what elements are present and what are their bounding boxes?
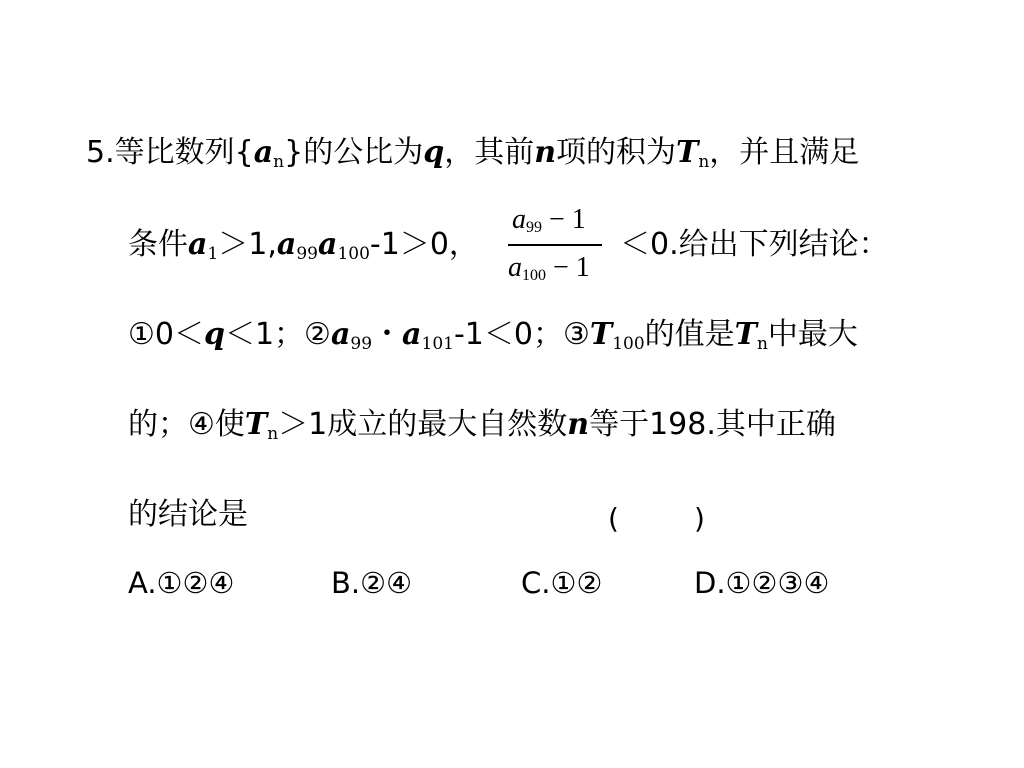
text: 项的积为 (556, 135, 677, 170)
text: ，并且满足 (709, 135, 860, 170)
answer-paren-open: ( (608, 502, 619, 535)
text: 等比数列{ (114, 135, 254, 170)
var-a101: $a_{101}$ (402, 317, 454, 354)
var-T100: $T_{100}$ (589, 317, 645, 354)
var-n: n (567, 407, 590, 442)
var-q: q (203, 317, 225, 352)
text: 的值是 (644, 317, 735, 352)
option-d[interactable]: D.①②③④ (694, 566, 830, 600)
var-a99: $a_{99}$ (276, 227, 318, 264)
var-a: $a_n$ (253, 135, 285, 172)
question-line-1 (86, 135, 860, 172)
subscript: n (756, 334, 768, 354)
text: 条件 (128, 227, 188, 262)
text: ＞1成立的最大自然数 (278, 407, 568, 442)
fraction-bar (508, 244, 602, 246)
subscript: 99 (526, 219, 542, 236)
question-number: 5. (86, 135, 115, 170)
var-q: q (423, 135, 445, 170)
var-n: n (534, 135, 557, 170)
subscript: 99 (350, 334, 373, 354)
option-c[interactable]: C.①② (521, 566, 603, 600)
text: ①0＜ (128, 317, 204, 352)
text: 的结论是 (128, 497, 248, 532)
var-a1: $a_1$ (188, 227, 219, 264)
subscript: 100 (337, 244, 370, 264)
text: 中最大 (767, 317, 858, 352)
question-line-2b (620, 227, 889, 262)
var-a100: $a_{100}$ (318, 227, 370, 264)
var-T: $T_n$ (676, 135, 710, 172)
subscript: n (267, 424, 279, 444)
text: ＞1, (218, 227, 277, 262)
fraction-numerator: $a_{99} - 1$ (512, 204, 586, 236)
var-Tn: $T_n$ (734, 317, 768, 354)
var-a99: $a_{99}$ (330, 317, 373, 354)
question-line-3 (128, 317, 858, 354)
text: }的公比为 (284, 135, 424, 170)
subscript: 100 (612, 334, 645, 354)
subscript: 1 (207, 244, 219, 264)
question-line-5 (128, 497, 248, 532)
subscript: n (698, 152, 710, 172)
text: -1＜0；③ (453, 317, 590, 352)
subscript: 100 (522, 267, 546, 284)
fraction-denominator: $a_{100} - 1$ (508, 252, 590, 284)
fraction (508, 204, 604, 288)
text: 的；④使 (128, 407, 245, 442)
var-Tn: $T_n$ (244, 407, 279, 444)
text: ＜0.给出下列结论： (620, 227, 889, 262)
option-b[interactable]: B.②④ (331, 566, 413, 600)
text: ・ (372, 317, 403, 352)
text: -1＞0， (369, 227, 479, 262)
question-line-2a (128, 227, 479, 264)
text: ，其前 (444, 135, 535, 170)
text: 等于198.其中正确 (589, 407, 836, 442)
answer-paren-close: ) (694, 502, 705, 535)
subscript: 99 (296, 244, 318, 264)
text: ＜1；② (224, 317, 331, 352)
subscript: n (273, 152, 285, 172)
subscript: 101 (421, 334, 454, 354)
question-line-4 (128, 407, 836, 444)
option-a[interactable]: A.①②④ (128, 566, 235, 600)
